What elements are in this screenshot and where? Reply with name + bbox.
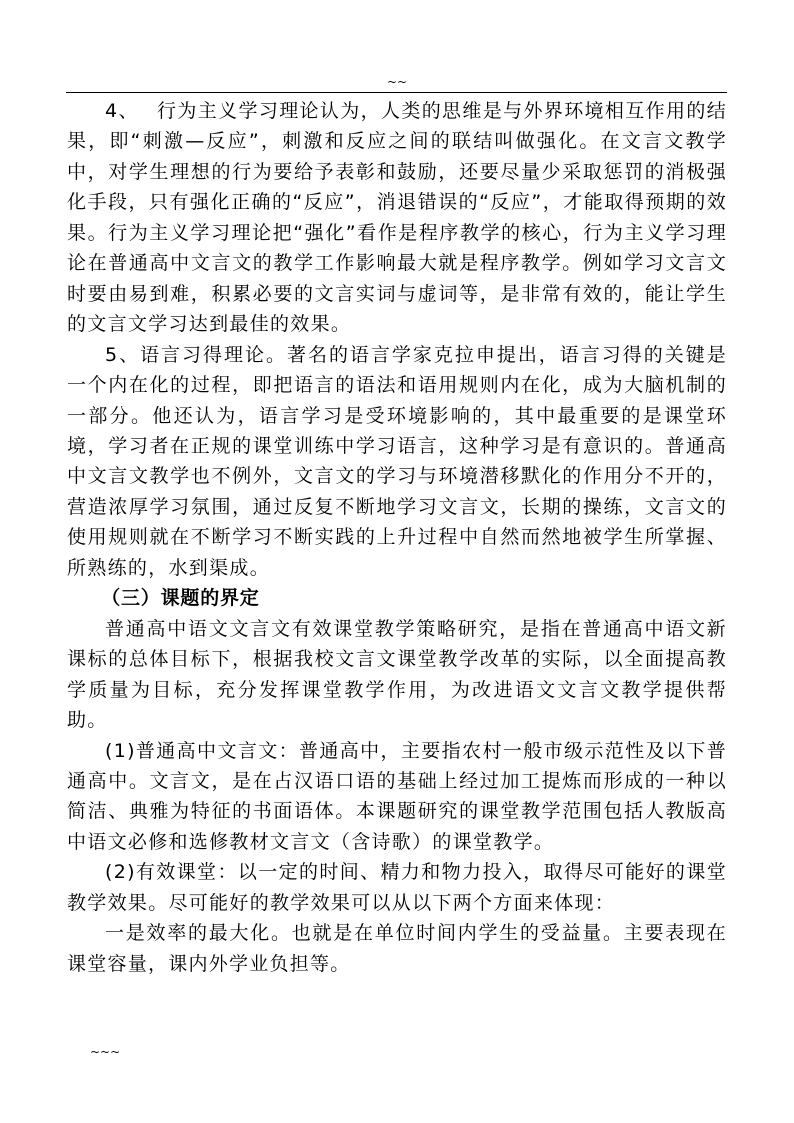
paragraph-efficiency: 一是效率的最大化。也就是在单位时间内学生的受益量。主要表现在课堂容量，课内外学业负担等。 xyxy=(67,922,727,975)
body-text xyxy=(67,96,727,979)
header-mark: ~~ xyxy=(386,75,408,89)
paragraph-behaviorism: 4、 行为主义学习理论认为，人类的思维是与外界环境相互作用的结果，即“刺激—反应”，刺激和反应之间的联结叫做强化。在文言文教学中，对学生理想的行为要给予表彰和鼓励，还要尽量少采取惩罚的消极强化手段，只有强化正确的“反应”，消退错误的“反应”，才能取得预期的效果。行为主义学习理论把“强化”看作是程序教学的核心，行为主义学习理论在普通高中文言文的教学工作影响最大就是程序教学。例如学习文言文时要由易到难，积累必要的文言实词与虚词等，是非常有效的，能让学生的文言文学习达到最佳的效果。 xyxy=(67,100,727,336)
section-heading: （三）课题的界定 xyxy=(101,587,260,610)
footer-mark: ~~~ xyxy=(90,1045,121,1059)
paragraph-effective-classroom: (2)有效课堂：以一定的时间、精力和物力投入，取得尽可能好的课堂教学效果。尽可能好的教学效果可以从以下两个方面来体现： xyxy=(67,861,727,914)
paragraph-classical-chinese: (1)普通高中文言文：普通高中，主要指农村一般市级示范性及以下普通高中。文言文，是在占汉语口语的基础上经过加工提炼而形成的一种以简洁、典雅为特征的书面语体。本课题研究的课堂教学范围包括人教版高中语文必修和选修教材文言文（含诗歌）的课堂教学。 xyxy=(67,739,727,853)
paragraph-definition: 普通高中语文文言文有效课堂教学策略研究，是指在普通高中语文新课标的总体目标下，根据我校文言文课堂教学改革的实际，以全面提高教学质量为目标，充分发挥课堂教学作用，为改进语文文言文教学提供帮助。 xyxy=(67,617,727,732)
paragraph-language-acquisition: 5、语言习得理论。著名的语言学家克拉申提出，语言习得的关键是一个内在化的过程，即把语言的语法和语用规则内在化，成为大脑机制的一部分。他还认为，语言学习是受环境影响的，其中最重要的是课堂环境，学习者在正规的课堂训练中学习语言，这种学习是有意识的。普通高中文言文教学也不例外，文言文的学习与环境潜移默化的作用分不开的，营造浓厚学习氛围，通过反复不断地学习文言文，长期的操练，文言文的使用规则就在不断学习不断实践的上升过程中自然而然地被学生所掌握、所熟练的，水到渠成。 xyxy=(67,343,727,579)
header-rule xyxy=(66,92,727,93)
